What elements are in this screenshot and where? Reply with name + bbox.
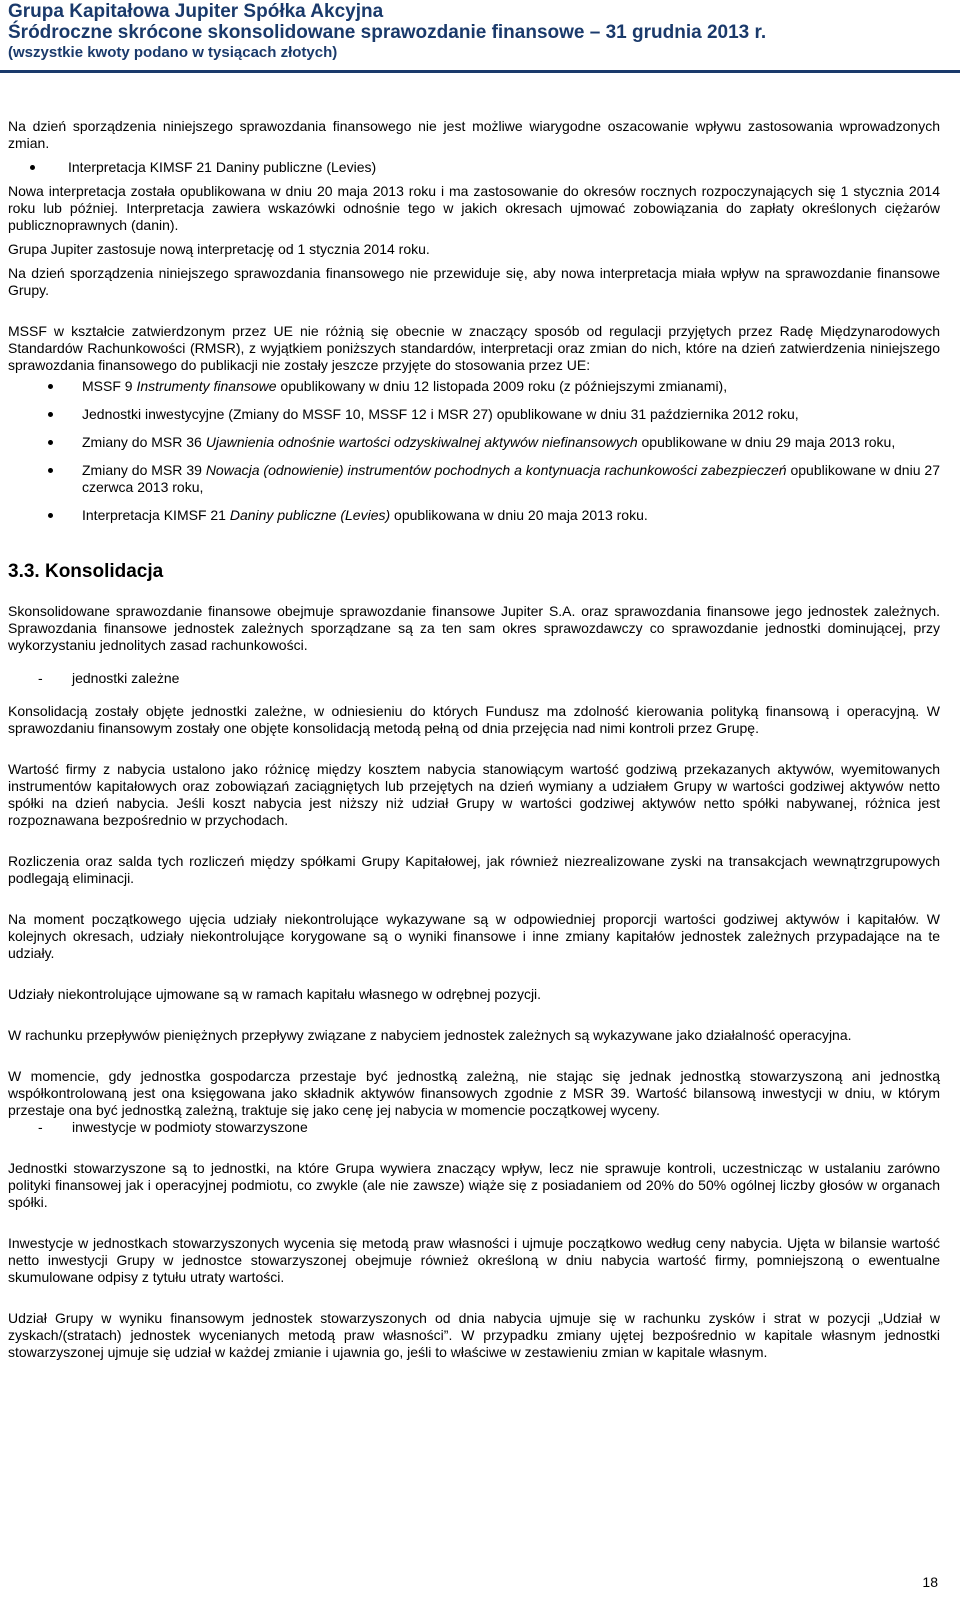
bullet-icon bbox=[48, 412, 53, 417]
paragraph: Nowa interpretacja została opublikowana w dniu 20 maja 2013 roku i ma zastosowanie do okresów rocznych rozpoczynających się 1 stycznia 2014 roku lub później. Interpretacja zawiera wskazówki odnośnie tego w jakich okresach ujmować zobowiązania do zapłaty określonych ciężarów publicznoprawnych (danin). bbox=[8, 183, 940, 233]
header-divider bbox=[0, 70, 960, 73]
dash-text: inwestycje w podmioty stowarzyszone bbox=[72, 1119, 308, 1135]
paragraph: MSSF w kształcie zatwierdzonym przez UE nie różnią się obecnie w znaczący sposób od regulacji przyjętych przez Radę Międzynarodowych Standardów Rachunkowości (RMSR), z wyjątkiem poniższych standardów, interpretacji oraz zmian do nich, które na dzień zatwierdzenia niniejszego sprawozdania finansowego do publikacji nie zostały jeszcze przyjęte do stosowania przez UE: bbox=[8, 323, 940, 373]
paragraph: Skonsolidowane sprawozdanie finansowe obejmuje sprawozdanie finansowe Jupiter S.A. oraz sprawozdania finansowe jego jednostek zależnych. Sprawozdania finansowe jednostek zależnych sporządzane są za ten sam okres sprawozdawczy co sprawozdanie jednostki dominującej, przy wykorzystaniu jednolitych zasad rachunkowości. bbox=[8, 603, 940, 653]
bullet-icon bbox=[48, 440, 53, 445]
standards-list bbox=[8, 378, 940, 524]
paragraph: Udział Grupy w wyniku finansowym jednostek stowarzyszonych od dnia nabycia ujmuje się w rachunku zysków i strat w pozycji „Udział w zyskach/(stratach) jednostek wycenianych metodą praw własności”. W przypadku zmiany ujętej bezpośrednio w kapitale własnym jednostki stowarzyszonej ujmuje się udział w każdej zmianie i ujawnia go, jeśli to właściwe w zestawieniu zmian w kapitale własnym. bbox=[8, 1310, 940, 1360]
dash-item bbox=[8, 1119, 940, 1136]
document-body bbox=[8, 118, 940, 1361]
paragraph: Inwestycje w jednostkach stowarzyszonych wycenia się metodą praw własności i ujmuje początkowo według ceny nabycia. Ujęta w bilansie wartość netto inwestycji Grupy w jednostce stowarzyszonej obejmuje również określoną w dniu nabycia wartość firmy, pomniejszoną o ewentualne skumulowane odpisy z tytułu utraty wartości. bbox=[8, 1235, 940, 1285]
report-title: Śródroczne skrócone skonsolidowane sprawozdanie finansowe – 31 grudnia 2013 r. bbox=[8, 22, 767, 43]
dash-marker: - bbox=[38, 670, 43, 686]
list-item: Zmiany do MSR 36 Ujawnienia odnośnie wartości odzyskiwalnej aktywów niefinansowych opublikowane w dniu 29 maja 2013 roku, bbox=[8, 434, 940, 451]
list-item: MSSF 9 Instrumenty finansowe opublikowany w dniu 12 listopada 2009 roku (z późniejszymi zmianami), bbox=[8, 378, 940, 395]
paragraph: Na moment początkowego ujęcia udziały niekontrolujące wykazywane są w odpowiedniej proporcji wartości godziwej aktywów i kapitałów. W kolejnych okresach, udziały niekontrolujące korygowane są o wyniki finansowe i inne zmiany kapitałów jednostek zależnych przypadające na te udziały. bbox=[8, 911, 940, 961]
paragraph: Grupa Jupiter zastosuje nową interpretację od 1 stycznia 2014 roku. bbox=[8, 241, 430, 257]
list-item: Zmiany do MSR 39 Nowacja (odnowienie) instrumentów pochodnych a kontynuacja rachunkowości zabezpieczeń opublikowane w dniu 27 czerwca 2013 roku, bbox=[8, 462, 940, 496]
paragraph: W momencie, gdy jednostka gospodarcza przestaje być jednostką zależną, nie stając się jednak jednostką stowarzyszoną ani jednostką współkontrolowaną jest ona księgowana jako składnik aktywów finansowych zgodnie z MSR 39. Wartość bilansową inwestycji w dniu, w którym przestaje ona być jednostką zależną, traktuje się jako cenę jej nabycia w momencie początkowej wyceny. bbox=[8, 1068, 940, 1118]
bullet-item bbox=[8, 159, 940, 176]
section-heading: 3.3. Konsolidacja bbox=[8, 561, 164, 582]
dash-item bbox=[8, 670, 940, 687]
dash-marker: - bbox=[38, 1119, 43, 1135]
bullet-icon bbox=[48, 513, 53, 518]
paragraph: Udziały niekontrolujące ujmowane są w ramach kapitału własnego w odrębnej pozycji. bbox=[8, 986, 542, 1002]
bullet-icon bbox=[30, 165, 35, 170]
paragraph: Wartość firmy z nabycia ustalono jako różnicę między kosztem nabycia stanowiącym wartość godziwą przekazanych aktywów, wyemitowanych instrumentów kapitałowych oraz zobowiązań zaciągniętych lub przejętych na dzień wymiany a udziałem Grupy w wartości godziwej aktywów netto spółki na dzień nabycia. Jeśli koszt nabycia jest niższy niż udział Grupy w wartości godziwej aktywów netto spółki nabywanej, różnica jest rozpoznawana bezpośrednio w przychodach. bbox=[8, 761, 940, 828]
currency-note: (wszystkie kwoty podano w tysiącach złotych) bbox=[8, 44, 338, 61]
paragraph: W rachunku przepływów pieniężnych przepływy związane z nabyciem jednostek zależnych są wykazywane jako działalność operacyjna. bbox=[8, 1027, 852, 1043]
dash-text: jednostki zależne bbox=[72, 670, 180, 686]
page-number: 18 bbox=[922, 1574, 938, 1590]
list-item: Interpretacja KIMSF 21 Daniny publiczne (Levies) opublikowana w dniu 20 maja 2013 roku. bbox=[8, 507, 940, 524]
company-name: Grupa Kapitałowa Jupiter Spółka Akcyjna bbox=[8, 1, 384, 22]
bullet-icon bbox=[48, 384, 53, 389]
paragraph: Na dzień sporządzenia niniejszego sprawozdania finansowego nie przewiduje się, aby nowa interpretacja miała wpływ na sprawozdanie finansowe Grupy. bbox=[8, 265, 940, 298]
list-item: Jednostki inwestycyjne (Zmiany do MSSF 10, MSSF 12 i MSR 27) opublikowane w dniu 31 października 2012 roku, bbox=[8, 406, 940, 423]
bullet-icon bbox=[48, 468, 53, 473]
bullet-text: Interpretacja KIMSF 21 Daniny publiczne (Levies) bbox=[68, 159, 377, 175]
page-header bbox=[8, 2, 948, 62]
paragraph: Na dzień sporządzenia niniejszego sprawozdania finansowego nie jest możliwe wiarygodne oszacowanie wpływu zastosowania wprowadzonych zmian. bbox=[8, 118, 940, 151]
paragraph: Rozliczenia oraz salda tych rozliczeń między spółkami Grupy Kapitałowej, jak również niezrealizowane zyski na transakcjach wewnątrzgrupowych podlegają eliminacji. bbox=[8, 853, 940, 886]
paragraph: Jednostki stowarzyszone są to jednostki, na które Grupa wywiera znaczący wpływ, lecz nie sprawuje kontroli, uczestnicząc w ustalaniu zarówno polityki finansowej jak i operacyjnej podmiotu, co zwykle (ale nie zawsze) wiąże się z posiadaniem od 20% do 50% ogólnej liczby głosów w organach spółki. bbox=[8, 1160, 940, 1210]
paragraph: Konsolidacją zostały objęte jednostki zależne, w odniesieniu do których Fundusz ma zdolność kierowania polityką finansową i operacyjną. W sprawozdaniu finansowym zostały one objęte konsolidacją metodą pełną od dnia przejęcia nad nimi kontroli przez Grupę. bbox=[8, 703, 940, 736]
